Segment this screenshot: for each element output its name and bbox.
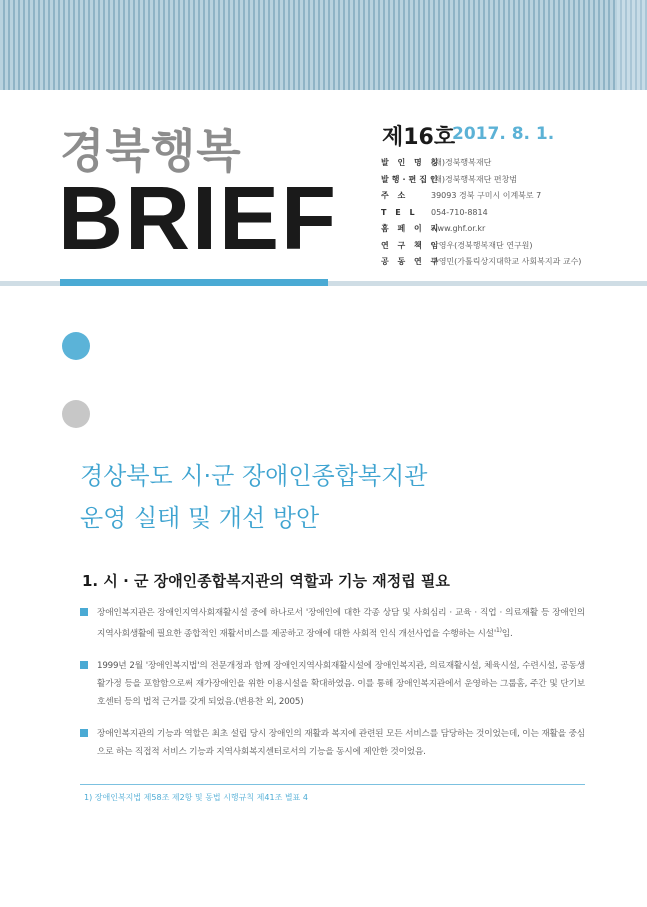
info-label: T E L bbox=[381, 207, 418, 217]
info-value: 남영우(경북행복재단 연구원) bbox=[431, 240, 533, 250]
report-title-line2: 운영 실태 및 개선 방안 bbox=[80, 504, 320, 532]
info-label: 공 동 연 구 bbox=[381, 257, 442, 266]
header-stripe-banner bbox=[0, 0, 647, 90]
bullet-text: 장애인복지관은 장애인지역사회재활시설 중에 하나로서 '장애인에 대한 각종 상담 및 사회심리 · 교육 · 직업 · 의료재활 등 장애인의 지역사회생활에 필요한 종합적인 재활서비스를 제공하고 장애에 대한 사회적 인식 개선사업을 수행하는 시설'$^{1)}$임. bbox=[97, 608, 585, 639]
report-title bbox=[80, 455, 427, 539]
info-value: 39093 경북 구미시 이계북로 7 bbox=[431, 191, 542, 200]
bullet-text: 1999년 2월 '장애인복지법'의 전문개정과 함께 장애인지역사회재활시설에 장애인복지관, 의료재활시설, 체육시설, 수련시설, 공동생활가정 등을 포함함으로써 재가장애인을 위한 이용시설을 확대하였음. 이를 통해 장애인복지관에서 운영하는 그룹홈, 주간 및 단기보호센터 등의 법적 근거를 갖게 되었음.(변용찬 외, 2005) bbox=[97, 660, 585, 707]
info-label: 주 소 bbox=[381, 191, 409, 200]
bullet-list bbox=[80, 604, 585, 775]
bullet-square-icon bbox=[80, 608, 88, 616]
brand-title-korean: 경북행복 bbox=[60, 124, 242, 178]
decorative-grey-circle bbox=[62, 400, 90, 428]
decorative-blue-circle bbox=[62, 332, 90, 360]
bullet-text: 장애인복지관의 기능과 역할은 최초 설립 당시 장애인의 재활과 복지에 관련된 모든 서비스를 담당하는 것이었는데, 이는 재활을 중심으로 하는 직접적 서비스 기능과 지역사회복지센터로서의 기능을 동시에 제안한 것이었음. bbox=[97, 728, 585, 757]
list-item bbox=[80, 604, 585, 643]
info-value: 054-710-8814 bbox=[431, 207, 488, 217]
info-row-tel bbox=[381, 205, 641, 222]
info-row-homepage bbox=[381, 221, 641, 238]
header-divider-accent bbox=[60, 279, 328, 286]
info-label: 연 구 책 임 bbox=[381, 240, 442, 250]
info-value: (재)경북행복재단 편창범 bbox=[431, 174, 518, 184]
info-row-lead-researcher bbox=[381, 238, 641, 255]
list-item bbox=[80, 657, 585, 711]
footnote: 1) 장애인복지법 제58조 제2항 및 동법 시행규칙 제41조 별표 4 bbox=[84, 793, 308, 802]
issue-number: 제16호 bbox=[382, 125, 456, 150]
bullet-square-icon bbox=[80, 661, 88, 669]
issue-date: 2017. 8. 1. bbox=[452, 124, 555, 144]
info-row-publisher bbox=[381, 155, 641, 172]
info-label: 홈 페 이 지 bbox=[381, 224, 442, 233]
report-title-line1: 경상북도 시·군 장애인종합복지관 bbox=[80, 462, 428, 490]
header-stripe-accent bbox=[617, 0, 647, 90]
footnote-ref[interactable]: 1) bbox=[496, 627, 502, 634]
footnote-divider bbox=[80, 784, 585, 785]
section-heading: 1. 시 · 군 장애인종합복지관의 역할과 기능 재정립 필요 bbox=[82, 572, 450, 590]
bullet-square-icon bbox=[80, 729, 88, 737]
info-row-co-researcher bbox=[381, 254, 641, 271]
info-value: 박영민(가톨릭상지대학교 사회복지과 교수) bbox=[431, 257, 582, 266]
info-row-editor bbox=[381, 172, 641, 189]
info-label: 발행·편집인 bbox=[381, 174, 441, 184]
homepage-link[interactable]: www.ghf.or.kr bbox=[431, 224, 486, 233]
info-label: 발 인 명 칭 bbox=[381, 158, 442, 167]
info-value: (재)경북행복재단 bbox=[431, 158, 492, 167]
brand-title-brief: BRIEF bbox=[58, 169, 338, 269]
info-row-address bbox=[381, 188, 641, 205]
list-item bbox=[80, 725, 585, 761]
publication-info bbox=[381, 155, 641, 271]
